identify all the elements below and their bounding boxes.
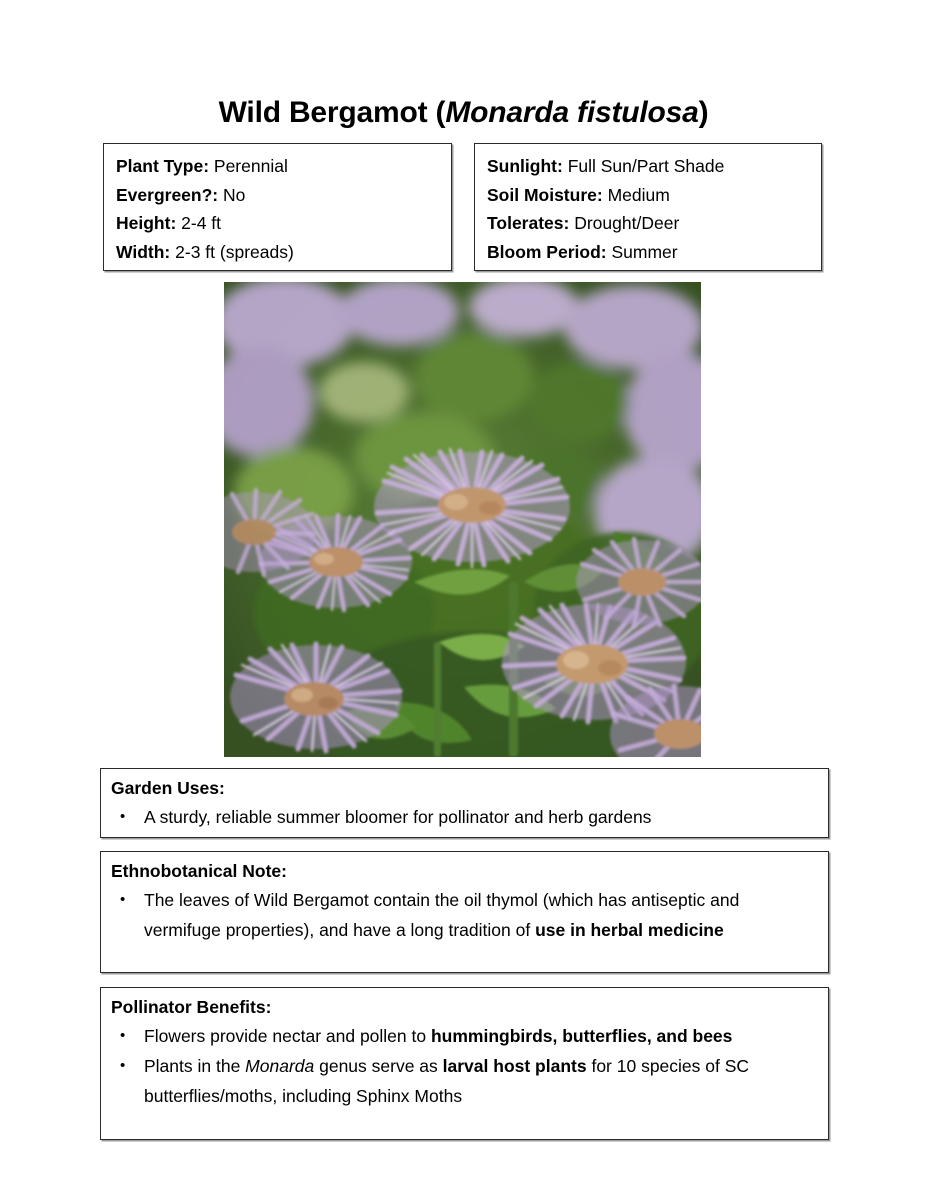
fact-key: Soil Moisture: xyxy=(487,184,603,205)
text-segment: Flowers provide nectar and pollen to xyxy=(144,1026,431,1046)
fact-row-soil-moisture xyxy=(487,181,821,210)
fact-row-sunlight xyxy=(487,152,821,181)
fact-value: 2-4 ft xyxy=(181,213,222,233)
page-title xyxy=(0,96,927,131)
fact-value: Perennial xyxy=(213,156,288,176)
fact-value: Summer xyxy=(611,241,678,262)
section-heading: Garden Uses: xyxy=(111,778,225,798)
fact-key: Tolerates: xyxy=(487,213,570,233)
fact-key: Width: xyxy=(116,241,171,262)
ethnobotanical-note-box xyxy=(100,851,829,973)
fact-value: Medium xyxy=(607,184,670,205)
section-heading: Ethnobotanical Note: xyxy=(111,861,287,881)
fact-key: Evergreen?: xyxy=(116,184,219,205)
text-segment-bold: use in herbal medicine xyxy=(535,920,724,940)
fact-row-bloom-period xyxy=(487,238,821,267)
text-segment-bold: larval host plants xyxy=(442,1056,587,1076)
bullet-icon: • xyxy=(120,891,126,908)
text-segment: Plants in the xyxy=(144,1056,246,1076)
bullet-icon: • xyxy=(120,1027,126,1044)
plant-characteristics-box xyxy=(103,143,452,271)
list-item xyxy=(111,1021,818,1051)
fact-key: Plant Type: xyxy=(116,156,210,176)
page-title-common-name: Wild Bergamot ( xyxy=(218,96,446,129)
text-segment: for 10 species of SC butterflies/moths, including Sphinx Moths xyxy=(144,1056,750,1106)
list-item xyxy=(111,885,818,945)
list-item xyxy=(111,802,818,832)
text-segment: A sturdy, reliable summer bloomer for pollinator and herb gardens xyxy=(144,807,652,827)
page-title-scientific-name: Monarda fistulosa xyxy=(445,96,699,129)
fact-value: No xyxy=(223,184,246,205)
text-segment: The leaves of Wild Bergamot contain the oil thymol (which has antiseptic and vermifuge properties), and have a long tradition of xyxy=(144,890,740,940)
text-segment: genus serve as xyxy=(314,1056,443,1076)
fact-value: 2-3 ft (spreads) xyxy=(175,241,294,262)
page-title-paren-close: ) xyxy=(698,96,709,129)
fact-row-evergreen xyxy=(116,181,451,210)
fact-key: Height: xyxy=(116,213,177,233)
section-heading: Pollinator Benefits: xyxy=(111,997,272,1017)
list-item-text xyxy=(144,1051,818,1111)
fact-value: Drought/Deer xyxy=(574,213,680,233)
photo-illustration xyxy=(224,282,701,757)
fact-key: Bloom Period: xyxy=(487,241,607,262)
bullet-icon: • xyxy=(120,808,126,825)
fact-value: Full Sun/Part Shade xyxy=(567,156,725,176)
fact-row-width xyxy=(116,238,451,267)
fact-key: Sunlight: xyxy=(487,156,563,176)
list-item-text xyxy=(144,885,818,945)
fact-row-height xyxy=(116,209,451,238)
list-item xyxy=(111,1051,818,1111)
growing-conditions-box xyxy=(474,143,822,271)
fact-row-plant-type xyxy=(116,152,451,181)
list-item-text xyxy=(144,802,818,832)
pollinator-benefits-box xyxy=(100,987,829,1140)
list-item-text xyxy=(144,1021,818,1051)
text-segment-bold: hummingbirds, butterflies, and bees xyxy=(430,1026,733,1046)
bullet-icon: • xyxy=(120,1057,126,1074)
garden-uses-box xyxy=(100,768,829,838)
wild-bergamot-photo xyxy=(224,282,701,757)
text-segment-italic: Monarda xyxy=(245,1056,315,1076)
fact-row-tolerates xyxy=(487,209,821,238)
